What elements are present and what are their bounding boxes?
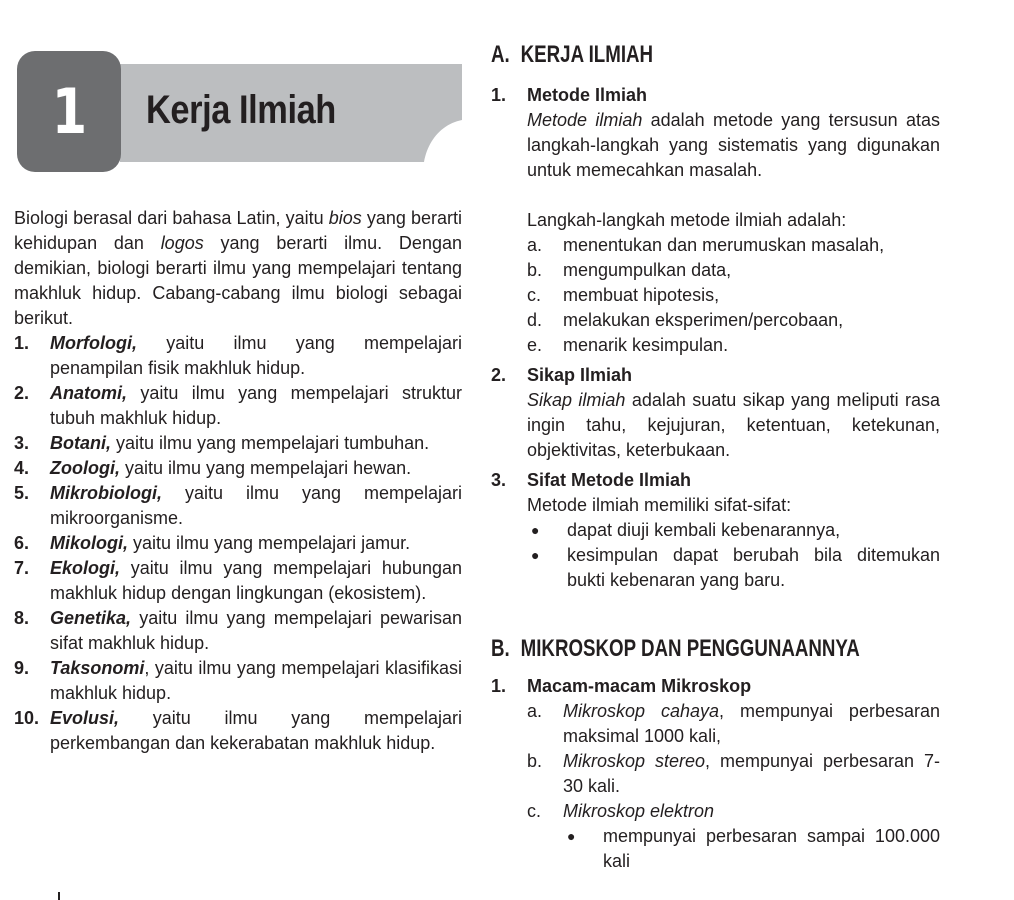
list-item: b. mengumpulkan data, — [527, 260, 732, 280]
list-item: 10. Evolusi, yaitu ilmu yang mempelajari perkembangan dan kekerabatan makhluk hidup. — [14, 708, 462, 753]
microscope-list — [491, 699, 940, 824]
list-item: ● dapat diuji kembali kebenarannya, — [527, 518, 940, 543]
term-bios: bios — [328, 208, 362, 228]
bullet-icon: ● — [531, 522, 540, 538]
bullet-icon: ● — [531, 547, 540, 563]
subsection-heading: 2. Sikap Ilmiah — [491, 365, 633, 385]
right-column — [491, 40, 940, 874]
list-item: 4. Zoologi, yaitu ilmu yang mempelajari hewan. — [14, 458, 412, 478]
chapter-title: Kerja Ilmiah — [146, 88, 336, 132]
section-b-heading: B. MIKROSKOP DAN PENGGUNAANNYA — [491, 635, 860, 662]
intro-paragraph: Biologi berasal dari bahasa Latin, yaitu bios yang berarti kehidupan dan logos yang berarti ilmu. Dengan demikian, biologi berarti ilmu yang mempelajari tentang makhluk hidup. Cabang-cabang ilmu biologi sebagai berikut. — [14, 208, 462, 328]
chapter-number-badge — [17, 51, 121, 172]
bullet-icon: ● — [567, 828, 576, 844]
list-item: d. melakukan eksperimen/percobaan, — [527, 310, 844, 330]
list-item: 7. Ekologi, yaitu ilmu yang mempelajari hubungan makhluk hidup dengan lingkungan (ekosistem). — [14, 558, 462, 603]
list-item: a. menentukan dan merumuskan masalah, — [527, 235, 885, 255]
list-item: 1. Morfologi, yaitu ilmu yang mempelajari penampilan fisik makhluk hidup. — [14, 333, 462, 378]
list-item: 6. Mikologi, yaitu ilmu yang mempelajari jamur. — [14, 533, 411, 553]
list-item: c. membuat hipotesis, — [527, 285, 720, 305]
sifat-list — [491, 518, 940, 593]
list-item: 5. Mikrobiologi, yaitu ilmu yang mempelajari mikroorganisme. — [14, 483, 462, 528]
list-item: e. menarik kesimpulan. — [527, 335, 729, 355]
list-item: 2. Anatomi, yaitu ilmu yang mempelajari struktur tubuh makhluk hidup. — [14, 383, 462, 428]
sifat-intro: Metode ilmiah memiliki sifat-sifat: — [527, 495, 792, 515]
steps-intro: Langkah-langkah metode ilmiah adalah: — [527, 210, 847, 230]
left-column — [14, 206, 462, 756]
list-item: 8. Genetika, yaitu ilmu yang mempelajari pewarisan sifat makhluk hidup. — [14, 608, 462, 653]
branch-list — [14, 331, 462, 756]
subsection-heading: 1. Macam-macam Mikroskop — [491, 676, 752, 696]
term-logos: logos — [160, 233, 204, 253]
metode-ilmiah-definition: Metode ilmiah adalah metode yang tersusun atas langkah-langkah yang sistematis yang digunakan untuk memecahkan masalah. — [527, 110, 940, 180]
list-item: ● kesimpulan dapat berubah bila ditemukan bukti kebenaran yang baru. — [527, 543, 940, 593]
list-item: a. Mikroskop cahaya, mempunyai perbesaran maksimal 1000 kali, — [527, 701, 940, 746]
list-item: ● mempunyai perbesaran sampai 100.000 kali — [563, 824, 940, 874]
subsection-heading: 1. Metode Ilmiah — [491, 85, 648, 105]
steps-list — [491, 233, 940, 358]
list-item: 9. Taksonomi, yaitu ilmu yang mempelajari klasifikasi makhluk hidup. — [14, 658, 462, 703]
chapter-number: 1 — [52, 75, 86, 148]
list-item: 3. Botani, yaitu ilmu yang mempelajari tumbuhan. — [14, 433, 430, 453]
sikap-ilmiah-definition: Sikap ilmiah adalah suatu sikap yang meliputi rasa ingin tahu, kejujuran, ketentuan, ketekunan, objektivitas, keterbukaan. — [527, 390, 940, 460]
subsection-heading: 3. Sifat Metode Ilmiah — [491, 470, 692, 490]
list-item: b. Mikroskop stereo, mempunyai perbesaran 7-30 kali. — [527, 751, 940, 796]
page-mark — [58, 892, 60, 900]
section-a-heading: A. KERJA ILMIAH — [491, 41, 654, 68]
electron-sub-list — [491, 824, 940, 874]
list-item: c. Mikroskop elektron — [527, 801, 715, 821]
